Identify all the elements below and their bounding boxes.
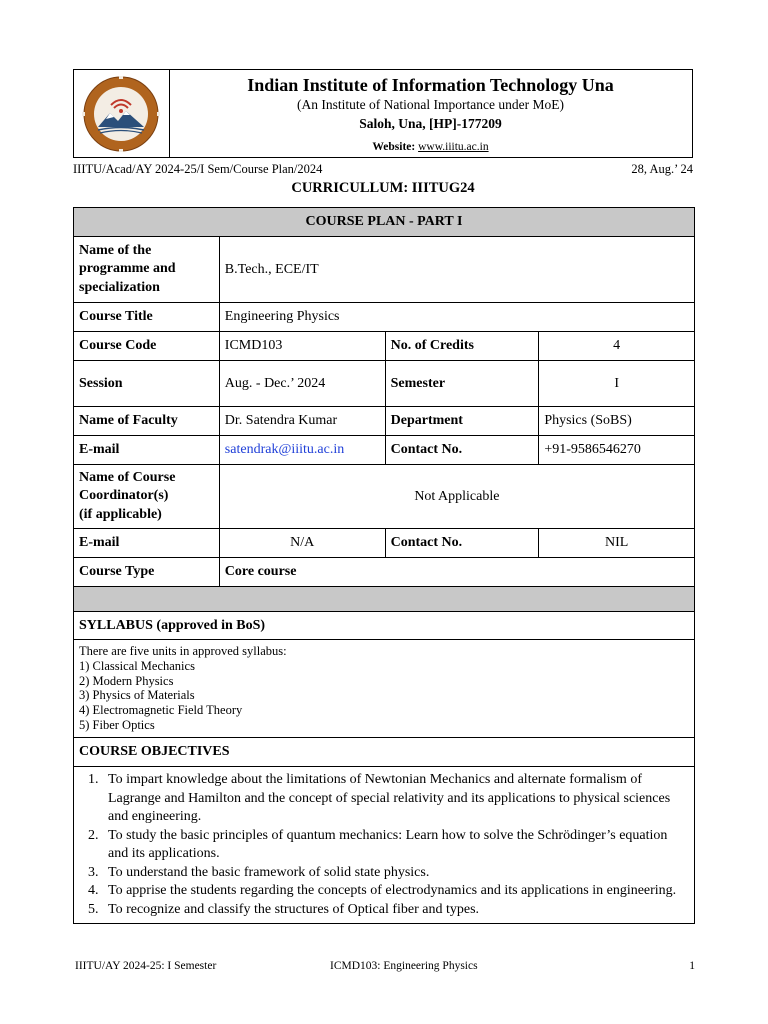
course-code-value: ICMD103 <box>219 332 385 361</box>
course-type-label: Course Type <box>74 558 220 587</box>
coordinator-email-value: N/A <box>219 529 385 558</box>
course-title-value: Engineering Physics <box>219 303 694 332</box>
website-link[interactable]: www.iiitu.ac.in <box>418 141 489 153</box>
logo-cell <box>74 70 170 157</box>
institute-info <box>169 70 692 153</box>
footer-course: ICMD103: Engineering Physics <box>330 960 478 972</box>
session-value: Aug. - Dec.’ 2024 <box>219 361 385 407</box>
coordinator-email-row <box>74 529 695 558</box>
objectives-heading: COURSE OBJECTIVES <box>74 738 695 767</box>
institute-name: Indian Institute of Information Technology Una <box>247 75 614 95</box>
objective-item: 5. To recognize and classify the structures of Optical fiber and types. <box>102 901 689 920</box>
syllabus-unit: 4) Electromagnetic Field Theory <box>79 703 243 718</box>
course-code-label: Course Code <box>74 332 220 361</box>
syllabus-intro: There are five units in approved syllabus: <box>79 644 287 658</box>
faculty-row <box>74 407 695 436</box>
coordinator-row <box>74 465 695 529</box>
reference-date: 28, Aug.’ 24 <box>631 162 693 176</box>
objectives-content-row <box>74 767 695 924</box>
coordinator-contact-label: Contact No. <box>385 529 539 558</box>
coordinator-label-line-1: Name of Course <box>79 469 176 485</box>
department-value: Physics (SoBS) <box>539 407 695 436</box>
institute-address: Saloh, Una, [HP]-177209 <box>359 116 502 131</box>
course-type-value: Core course <box>219 558 694 587</box>
syllabus-content <box>74 640 695 738</box>
credits-value: 4 <box>539 332 695 361</box>
syllabus-unit: 5) Fiber Optics <box>79 717 155 732</box>
coordinator-contact-value: NIL <box>539 529 695 558</box>
institute-logo-icon <box>80 75 162 153</box>
email-label: E-mail <box>74 436 220 465</box>
course-type-row <box>74 558 695 587</box>
syllabus-content-row <box>74 640 695 738</box>
footer-semester: IIITU/AY 2024-25: I Semester <box>75 960 217 972</box>
semester-value: I <box>539 361 695 407</box>
objectives-list <box>79 771 689 919</box>
grey-divider-row <box>74 587 695 612</box>
course-plan-table <box>73 207 695 924</box>
department-label: Department <box>385 407 539 436</box>
plan-title-row <box>74 208 695 237</box>
faculty-value: Dr. Satendra Kumar <box>219 407 385 436</box>
coordinator-value: Not Applicable <box>219 465 694 529</box>
institute-header <box>73 69 693 158</box>
course-code-row <box>74 332 695 361</box>
course-title-row <box>74 303 695 332</box>
page-number: 1 <box>689 960 695 972</box>
contact-label: Contact No. <box>385 436 539 465</box>
objective-item: 2. To study the basic principles of quantum mechanics: Learn how to solve the Schrödinger’s equation and its applications. <box>102 827 689 864</box>
syllabus-unit: 1) Classical Mechanics <box>79 658 195 673</box>
session-row <box>74 361 695 407</box>
coordinator-email-label: E-mail <box>74 529 220 558</box>
objective-item: 4. To apprise the students regarding the concepts of electrodynamics and its applications in engineering. <box>102 882 689 901</box>
programme-row <box>74 237 695 303</box>
objectives-content <box>74 767 695 924</box>
reference-line <box>73 162 693 177</box>
coordinator-label-line-3: (if applicable) <box>79 506 162 522</box>
credits-label: No. of Credits <box>385 332 539 361</box>
plan-title: COURSE PLAN - PART I <box>74 208 695 237</box>
syllabus-heading-row <box>74 612 695 640</box>
website-line <box>169 141 692 153</box>
programme-value: B.Tech., ECE/IT <box>219 237 694 303</box>
faculty-label: Name of Faculty <box>74 407 220 436</box>
email-row <box>74 436 695 465</box>
page-footer <box>75 960 695 972</box>
objectives-heading-row <box>74 738 695 767</box>
syllabus-heading: SYLLABUS (approved in BoS) <box>74 612 695 640</box>
course-title-label: Course Title <box>74 303 220 332</box>
syllabus-unit: 2) Modern Physics <box>79 673 174 688</box>
programme-label: Name of the programme and specialization <box>74 237 220 303</box>
coordinator-label <box>74 465 220 529</box>
email-link[interactable]: satendrak@iiitu.ac.in <box>219 436 385 465</box>
institute-subtitle: (An Institute of National Importance under MoE) <box>297 97 564 112</box>
reference-code: IIITU/Acad/AY 2024-25/I Sem/Course Plan/2024 <box>73 162 323 176</box>
contact-value: +91-9586546270 <box>539 436 695 465</box>
website-label: Website: <box>372 141 416 153</box>
syllabus-unit: 3) Physics of Materials <box>79 688 195 703</box>
semester-label: Semester <box>385 361 539 407</box>
session-label: Session <box>74 361 220 407</box>
coordinator-label-line-2: Coordinator(s) <box>79 488 169 504</box>
curriculum-title: CURRICULLUM: IIITUG24 <box>291 180 475 196</box>
grey-divider <box>74 587 695 612</box>
objective-item: 1. To impart knowledge about the limitations of Newtonian Mechanics and alternate formalism of Lagrange and Hamilton and the concept of special relativity and its applications to physical sciences and engineering. <box>102 771 689 827</box>
objective-item: 3. To understand the basic framework of solid state physics. <box>102 864 689 883</box>
